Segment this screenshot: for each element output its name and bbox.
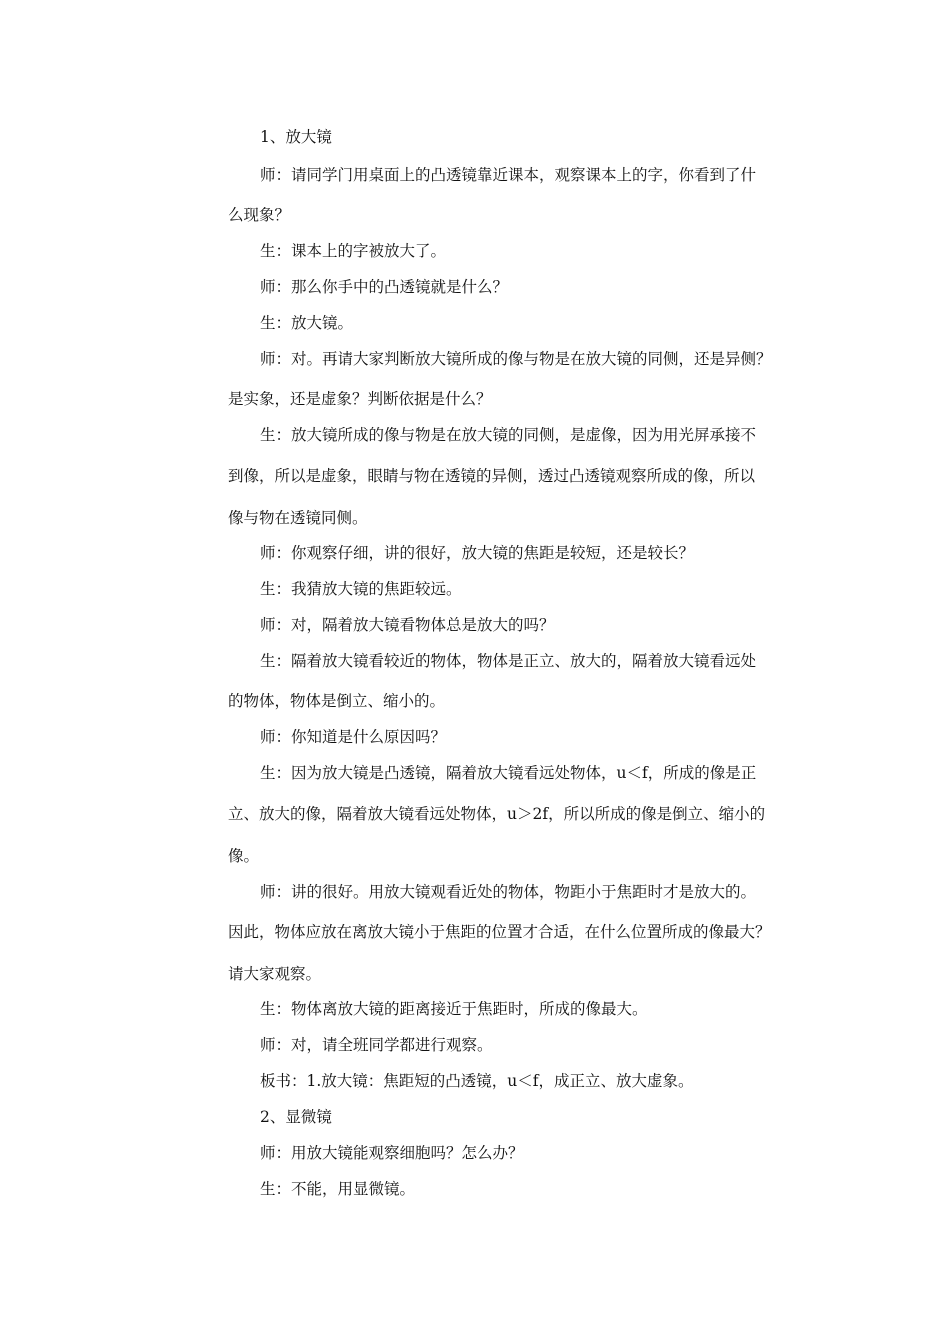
paragraph-line: 的物体，物体是倒立、缩小的。 xyxy=(228,692,446,710)
section-heading-magnifier: 1、放大镜 xyxy=(260,128,332,146)
paragraph-line: 是实象，还是虚象？判断依据是什么？ xyxy=(228,390,492,408)
paragraph-line: 生：我猜放大镜的焦距较远。 xyxy=(260,580,462,598)
paragraph-line: 师：那么你手中的凸透镜就是什么？ xyxy=(260,278,509,296)
paragraph-line: 师：对。再请大家判断放大镜所成的像与物是在放大镜的同侧，还是异侧？ xyxy=(260,350,772,368)
paragraph-line: 像与物在透镜同侧。 xyxy=(228,509,368,527)
blackboard-note: 板书：1.放大镜：焦距短的凸透镜，u＜f，成正立、放大虚象。 xyxy=(260,1072,694,1090)
paragraph-line: 生：放大镜所成的像与物是在放大镜的同侧，是虚像，因为用光屏承接不 xyxy=(260,426,757,444)
paragraph-line: 因此，物体应放在离放大镜小于焦距的位置才合适，在什么位置所成的像最大？ xyxy=(228,923,771,941)
paragraph-line: 师：请同学门用桌面上的凸透镜靠近课本，观察课本上的字，你看到了什 xyxy=(260,166,757,184)
paragraph-line: 生：不能，用显微镜。 xyxy=(260,1180,416,1198)
paragraph-line: 师：对，隔着放大镜看物体总是放大的吗？ xyxy=(260,616,555,634)
paragraph-line: 师：你知道是什么原因吗？ xyxy=(260,728,447,746)
paragraph-line: 请大家观察。 xyxy=(228,965,322,983)
paragraph-line: 生：因为放大镜是凸透镜，隔着放大镜看远处物体，u＜f，所成的像是正 xyxy=(260,764,757,782)
paragraph-line: 生：隔着放大镜看较近的物体，物体是正立、放大的，隔着放大镜看远处 xyxy=(260,652,757,670)
paragraph-line: 立、放大的像，隔着放大镜看远处物体，u＞2f，所以所成的像是倒立、缩小的 xyxy=(228,805,766,823)
paragraph-line: 师：你观察仔细，讲的很好，放大镜的焦距是较短，还是较长？ xyxy=(260,544,695,562)
paragraph-line: 师：讲的很好。用放大镜观看近处的物体，物距小于焦距时才是放大的。 xyxy=(260,883,757,901)
paragraph-line: 到像，所以是虚象，眼睛与物在透镜的异侧，透过凸透镜观察所成的像，所以 xyxy=(228,467,756,485)
paragraph-line: 生：物体离放大镜的距离接近于焦距时，所成的像最大。 xyxy=(260,1000,648,1018)
section-heading-microscope: 2、显微镜 xyxy=(260,1108,332,1126)
paragraph-line: 师：用放大镜能观察细胞吗？怎么办？ xyxy=(260,1144,524,1162)
paragraph-line: 么现象？ xyxy=(228,206,291,224)
paragraph-line: 生：放大镜。 xyxy=(260,314,354,332)
paragraph-line: 像。 xyxy=(228,847,260,865)
paragraph-line: 师：对，请全班同学都进行观察。 xyxy=(260,1036,493,1054)
paragraph-line: 生：课本上的字被放大了。 xyxy=(260,242,447,260)
